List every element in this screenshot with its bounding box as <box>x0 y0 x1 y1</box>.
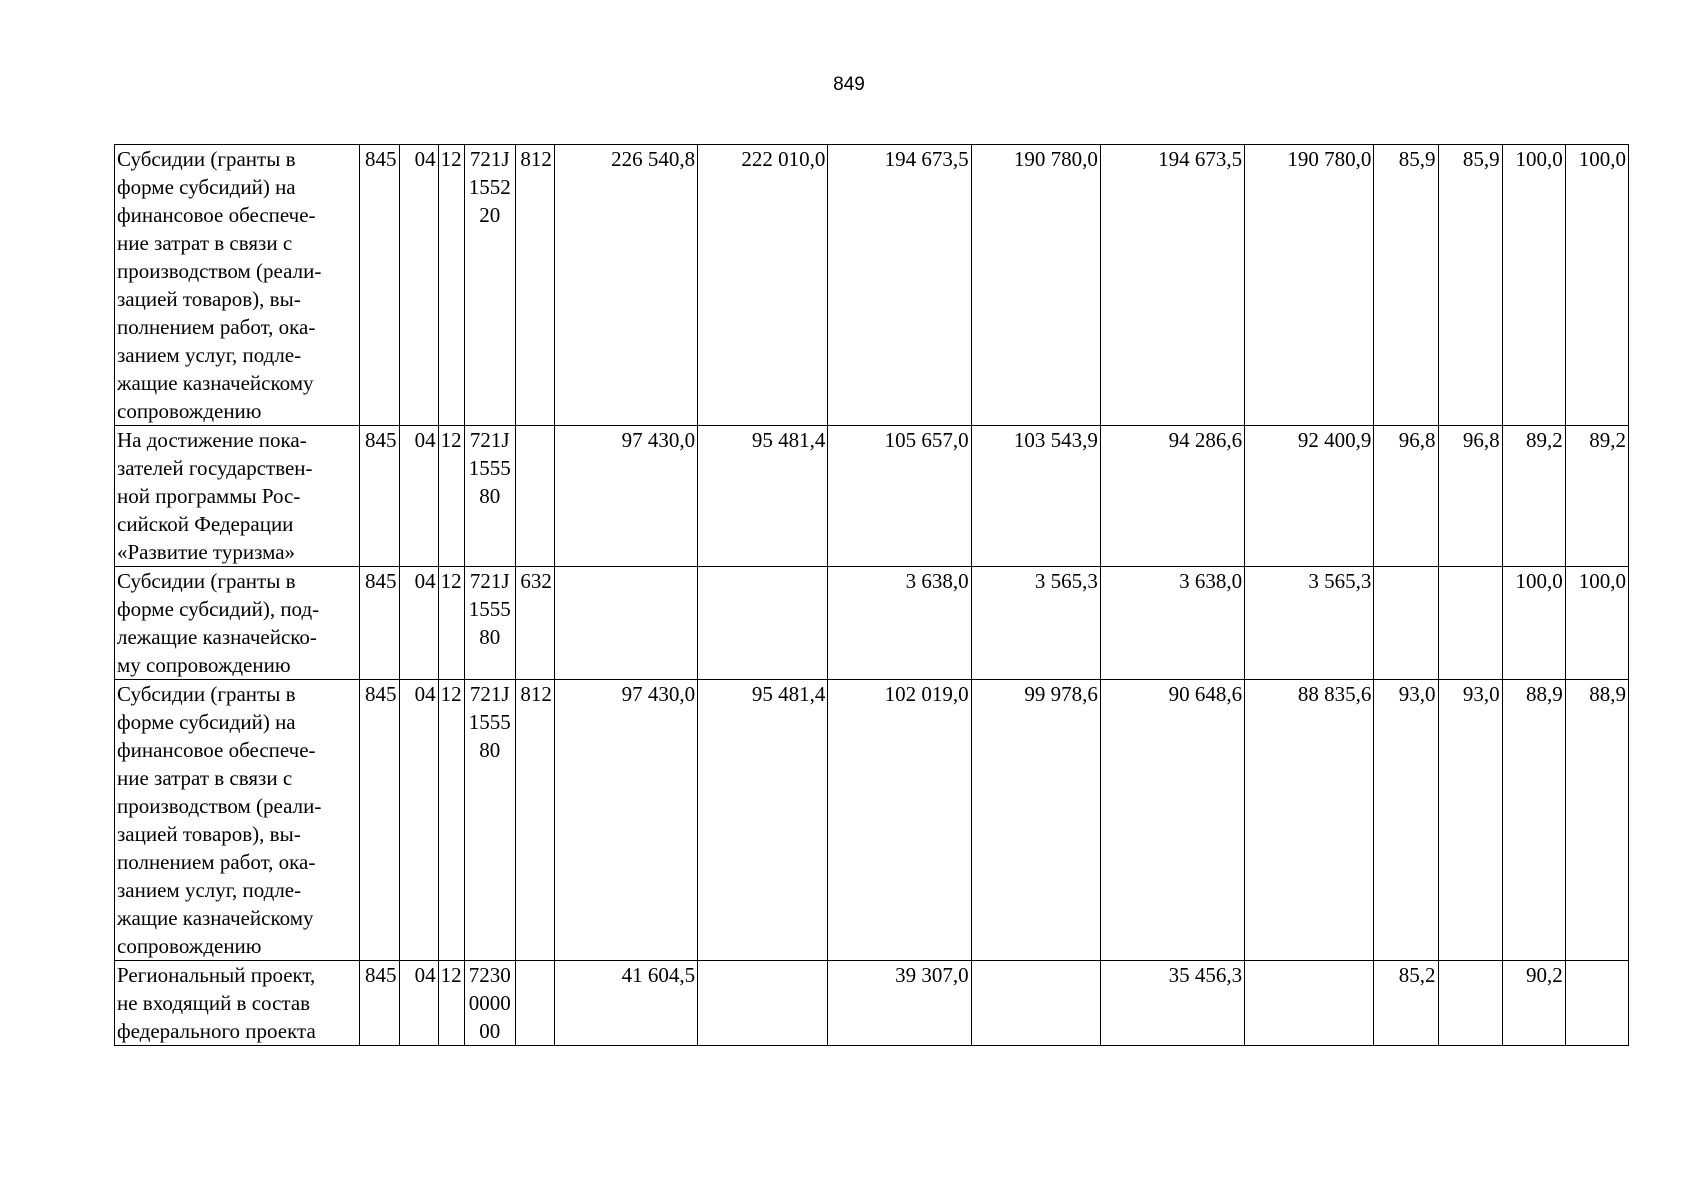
percent-cell: 85,2 <box>1374 961 1438 1046</box>
percent-cell: 96,8 <box>1438 426 1502 567</box>
expense-type-code: 812 <box>515 145 554 426</box>
percent-cell <box>1438 567 1502 680</box>
value-cell: 194 673,5 <box>1100 145 1244 426</box>
ministry-code: 845 <box>360 145 399 426</box>
percent-cell <box>1438 961 1502 1046</box>
expense-type-code <box>515 426 554 567</box>
expense-type-code: 812 <box>515 680 554 961</box>
page-number: 849 <box>833 74 865 95</box>
value-cell: 95 481,4 <box>698 680 828 961</box>
value-cell: 99 978,6 <box>971 680 1100 961</box>
value-cell: 105 657,0 <box>828 426 971 567</box>
value-cell: 190 780,0 <box>1245 145 1374 426</box>
table-row <box>115 145 1629 426</box>
value-cell: 103 543,9 <box>971 426 1100 567</box>
value-cell <box>554 567 697 680</box>
subsection-code: 12 <box>438 145 464 426</box>
budget-table <box>114 144 1629 1046</box>
percent-cell: 85,9 <box>1438 145 1502 426</box>
value-cell: 226 540,8 <box>554 145 697 426</box>
value-cell: 3 565,3 <box>1245 567 1374 680</box>
section-code: 04 <box>399 426 438 567</box>
subsection-code: 12 <box>438 961 464 1046</box>
target-article-code: 721J 1555 80 <box>464 567 515 680</box>
value-cell: 3 638,0 <box>828 567 971 680</box>
percent-cell: 88,9 <box>1565 680 1628 961</box>
percent-cell <box>1374 567 1438 680</box>
percent-cell: 100,0 <box>1502 145 1565 426</box>
row-name: Региональный проект, не входящий в состав федерального проекта <box>115 961 360 1046</box>
section-code: 04 <box>399 961 438 1046</box>
percent-cell: 88,9 <box>1502 680 1565 961</box>
row-name: Субсидии (гранты в форме субсидий) на финансовое обеспече- ние затрат в связи с производством (реали- зацией товаров), вы- полнением работ, ока- занием услуг, подле- жащие казначейскому сопровождению <box>115 145 360 426</box>
value-cell: 95 481,4 <box>698 426 828 567</box>
value-cell: 190 780,0 <box>971 145 1100 426</box>
percent-cell: 100,0 <box>1502 567 1565 680</box>
target-article-code: 7230 0000 00 <box>464 961 515 1046</box>
percent-cell: 96,8 <box>1374 426 1438 567</box>
value-cell <box>971 961 1100 1046</box>
target-article-code: 721J 1555 80 <box>464 680 515 961</box>
percent-cell: 93,0 <box>1374 680 1438 961</box>
percent-cell: 100,0 <box>1565 567 1628 680</box>
percent-cell: 90,2 <box>1502 961 1565 1046</box>
subsection-code: 12 <box>438 680 464 961</box>
table-row <box>115 961 1629 1046</box>
section-code: 04 <box>399 145 438 426</box>
section-code: 04 <box>399 680 438 961</box>
value-cell: 3 638,0 <box>1100 567 1244 680</box>
percent-cell: 89,2 <box>1565 426 1628 567</box>
percent-cell: 100,0 <box>1565 145 1628 426</box>
value-cell: 35 456,3 <box>1100 961 1244 1046</box>
target-article-code: 721J 1555 80 <box>464 426 515 567</box>
table-row <box>115 567 1629 680</box>
percent-cell: 85,9 <box>1374 145 1438 426</box>
value-cell: 90 648,6 <box>1100 680 1244 961</box>
value-cell: 97 430,0 <box>554 426 697 567</box>
row-name: Субсидии (гранты в форме субсидий) на финансовое обеспече- ние затрат в связи с производством (реали- зацией товаров), вы- полнением работ, ока- занием услуг, подле- жащие казначейскому сопровождению <box>115 680 360 961</box>
row-name: На достижение пока- зателей государствен- ной программы Рос- сийской Федерации «Развитие туризма» <box>115 426 360 567</box>
value-cell: 97 430,0 <box>554 680 697 961</box>
value-cell <box>1245 961 1374 1046</box>
value-cell <box>698 961 828 1046</box>
value-cell: 94 286,6 <box>1100 426 1244 567</box>
table-row <box>115 680 1629 961</box>
ministry-code: 845 <box>360 426 399 567</box>
value-cell: 194 673,5 <box>828 145 971 426</box>
ministry-code: 845 <box>360 567 399 680</box>
value-cell: 41 604,5 <box>554 961 697 1046</box>
percent-cell <box>1565 961 1628 1046</box>
ministry-code: 845 <box>360 680 399 961</box>
value-cell: 88 835,6 <box>1245 680 1374 961</box>
value-cell: 3 565,3 <box>971 567 1100 680</box>
expense-type-code: 632 <box>515 567 554 680</box>
section-code: 04 <box>399 567 438 680</box>
row-name: Субсидии (гранты в форме субсидий), под- лежащие казначейско- му сопровождению <box>115 567 360 680</box>
value-cell <box>698 567 828 680</box>
percent-cell: 93,0 <box>1438 680 1502 961</box>
subsection-code: 12 <box>438 567 464 680</box>
value-cell: 102 019,0 <box>828 680 971 961</box>
table-row <box>115 426 1629 567</box>
target-article-code: 721J 1552 20 <box>464 145 515 426</box>
percent-cell: 89,2 <box>1502 426 1565 567</box>
value-cell: 222 010,0 <box>698 145 828 426</box>
expense-type-code <box>515 961 554 1046</box>
value-cell: 39 307,0 <box>828 961 971 1046</box>
ministry-code: 845 <box>360 961 399 1046</box>
value-cell: 92 400,9 <box>1245 426 1374 567</box>
subsection-code: 12 <box>438 426 464 567</box>
